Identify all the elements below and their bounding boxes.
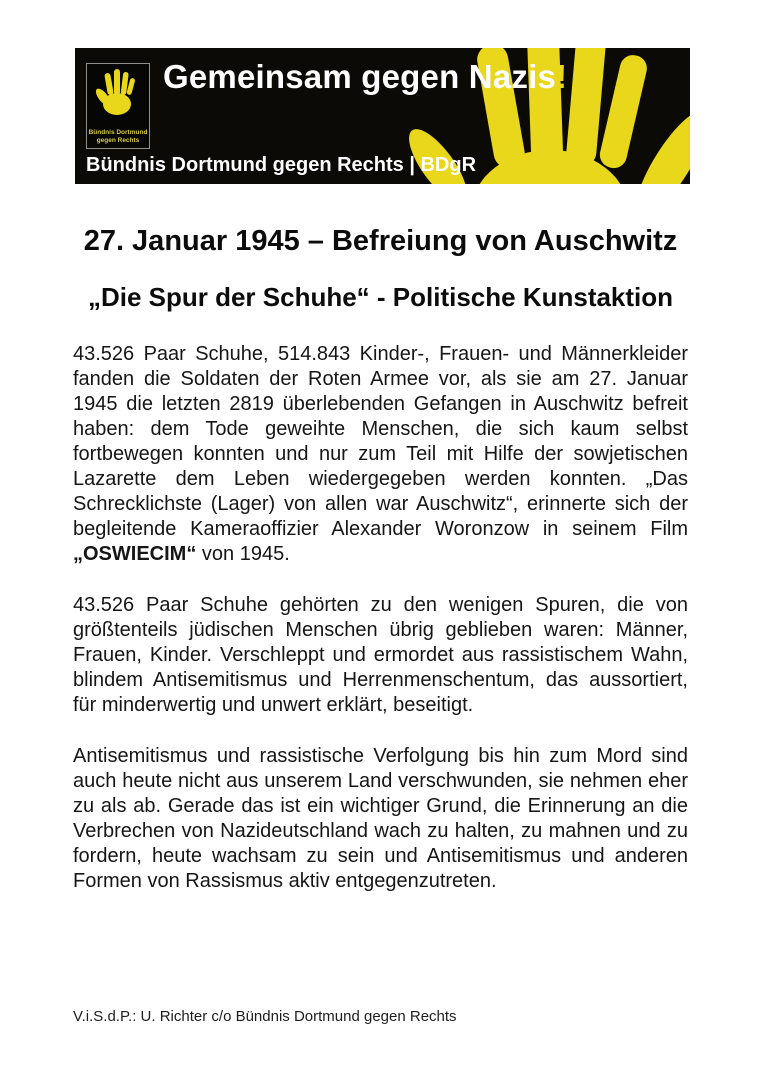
body-text [73,342,688,920]
paragraph-1 [73,342,688,567]
banner-subline: Bündnis Dortmund gegen Rechts | BDgR [86,154,477,176]
logo-bdgr [86,63,150,149]
paragraph-1-text: 43.526 Paar Schuhe, 514.843 Kinder-, Frauen- und Männerkleider fanden die Soldaten der Roten Armee vor, als sie am 27. Januar 1945 die letzten 2819 überlebenden Gefangen in Auschwitz befreit haben: dem Tode geweihte Menschen, die sich kaum selbst fortbewegen konnten und nur zum Teil mit Hilfe der sowjetischen Lazarette dem Leben wiedergegeben werden konnten. „Das Schrecklichste (Lager) von allen war Auschwitz“, erinnerte sich der begleitende Kameraoffizier Alexander Woronzow in seinem Film [73,343,688,540]
page-subtitle: „Die Spur der Schuhe“ - Politische Kunstaktion [87,282,674,312]
paragraph-1-tail: von 1945. [196,543,290,565]
logo-handprint-icon [96,67,140,123]
imprint: V.i.S.d.P.: U. Richter c/o Bündnis Dortmund gegen Rechts [73,1008,457,1025]
banner-headline-text: Gemeinsam gegen Nazis [163,58,557,95]
headline-exclamation-mark: ! [556,58,568,95]
logo-text [89,129,148,144]
paragraph-3: Antisemitismus und rassistische Verfolgung bis hin zum Mord sind auch heute nicht aus unserem Land verschwunden, sie nehmen eher zu als ab. Gerade das ist ein wichtiger Grund, die Erinnerung an die Verbrechen von Nazideutschland wach zu halten, zu mahnen und zu fordern, heute wachsam zu sein und Antisemitismus und anderen Formen von Rassismus aktiv entgegenzutreten. [73,745,688,892]
logo-text-line2: gegen Rechts [96,136,140,144]
paragraph-1-bold-text: „OSWIECIM“ [73,543,197,565]
banner [75,48,690,184]
paragraph-2: 43.526 Paar Schuhe gehörten zu den wenigen Spuren, die von größtenteils jüdischen Menschen übrig geblieben waren: Männer, Frauen, Kinder. Verschleppt und ermordet aus rassistischem Wahn, blindem Antisemitismus und Herrenmenschentum, das aussortiert, für minderwertig und unwert erklärt, beseitigt. [73,594,688,716]
banner-headline [163,60,567,93]
logo-text-line1: Bündnis Dortmund [88,129,148,136]
page-title: 27. Januar 1945 – Befreiung von Auschwitz [83,225,678,257]
